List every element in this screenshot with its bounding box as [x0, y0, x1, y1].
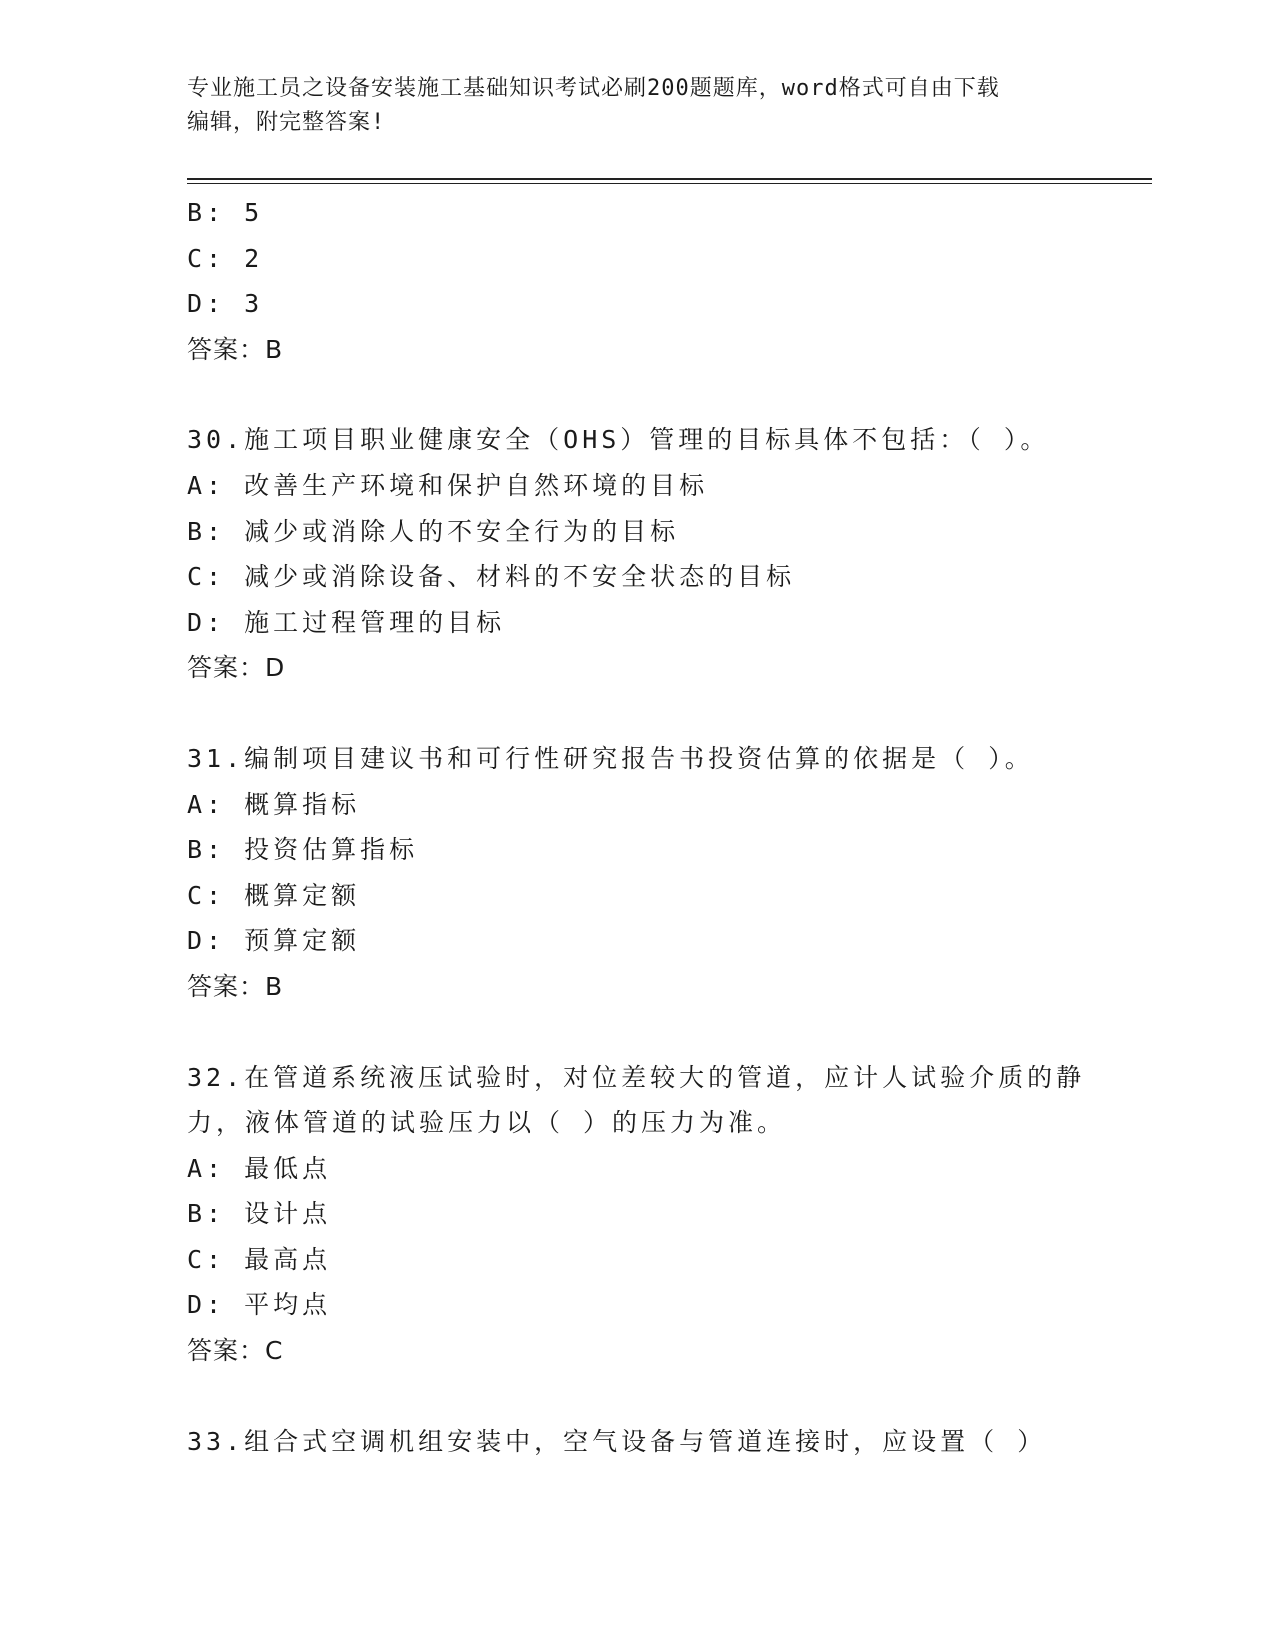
- answer: 答案：C: [187, 1336, 284, 1366]
- question-32: [187, 1055, 1087, 1374]
- option-b: B: 设计点: [187, 1199, 332, 1229]
- question-text-line-2: 力，液体管道的试验压力以（ ）的压力为准。: [187, 1108, 787, 1138]
- question-29-tail: [187, 190, 1087, 372]
- option-b: B: 投资估算指标: [187, 835, 419, 865]
- question-text: 33.组合式空调机组安装中，空气设备与管道连接时，应设置（ ）: [187, 1426, 1047, 1456]
- option-c: C: 2: [187, 243, 264, 273]
- option-c: C: 减少或消除设备、材料的不安全状态的目标: [187, 562, 796, 592]
- question-31: [187, 736, 1087, 1010]
- question-33: [187, 1419, 1087, 1465]
- option-d: D: 预算定额: [187, 926, 361, 956]
- option-b: B: 减少或消除人的不安全行为的目标: [187, 516, 680, 546]
- header-divider-thick: [187, 178, 1152, 180]
- answer: 答案：B: [187, 971, 284, 1001]
- option-c: C: 最高点: [187, 1244, 332, 1274]
- question-list: [187, 190, 1087, 1464]
- option-a: A: 最低点: [187, 1153, 332, 1183]
- question-text-line-1: 32.在管道系统液压试验时，对位差较大的管道，应计人试验介质的静: [187, 1062, 1086, 1092]
- answer: 答案：D: [187, 653, 286, 683]
- option-a: A: 改善生产环境和保护自然环境的目标: [187, 470, 709, 500]
- option-d: D: 施工过程管理的目标: [187, 607, 506, 637]
- question-text: 30.施工项目职业健康安全（OHS）管理的目标具体不包括：（ ）。: [187, 425, 1050, 455]
- option-a: A: 概算指标: [187, 789, 361, 819]
- header-title-line-2: 编辑，附完整答案!: [187, 110, 386, 135]
- answer: 答案：B: [187, 334, 284, 364]
- option-c: C: 概算定额: [187, 880, 361, 910]
- question-30: [187, 417, 1087, 691]
- question-text: 31.编制项目建议书和可行性研究报告书投资估算的依据是（ ）。: [187, 743, 1034, 773]
- option-d: D: 3: [187, 289, 264, 319]
- header-title-line-1: 专业施工员之设备安装施工基础知识考试必刷200题题库，word格式可自由下载: [187, 76, 1000, 101]
- option-d: D: 平均点: [187, 1290, 332, 1320]
- option-b: B: 5: [187, 198, 264, 227]
- header-divider-thin: [187, 183, 1152, 184]
- document-header: [187, 72, 1067, 140]
